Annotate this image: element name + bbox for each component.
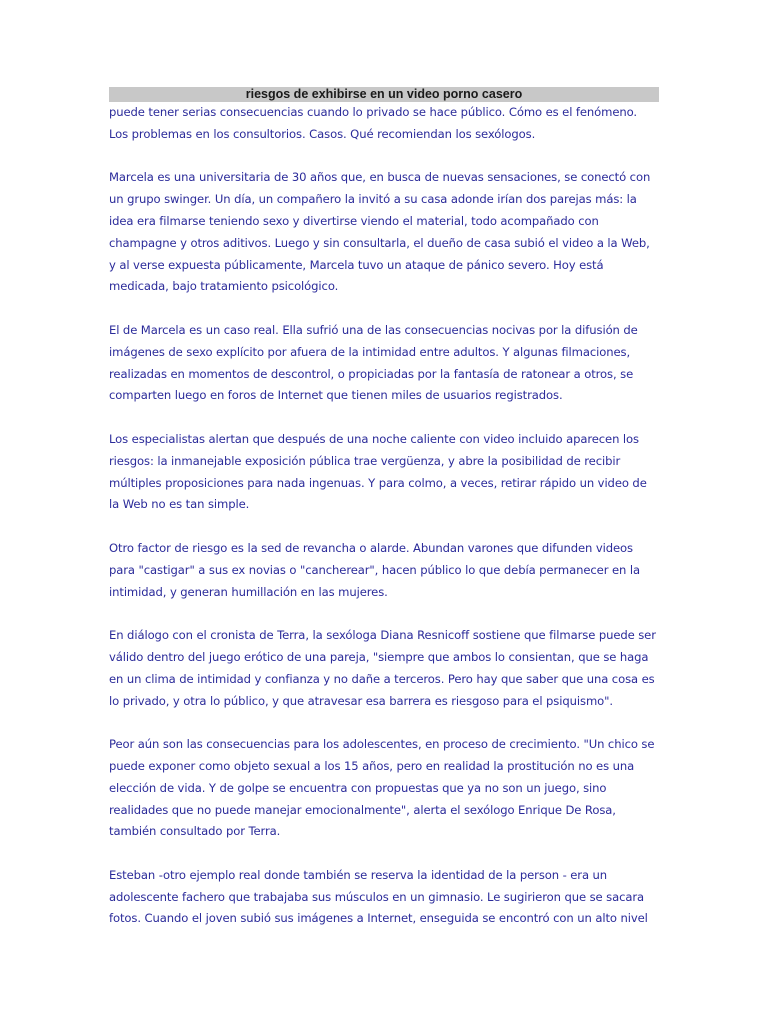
- paragraph-revenge: Otro factor de riesgo es la sed de revancha o alarde. Abundan varones que difunden videos para "castigar" a sus ex novias o "cancherear", hacen público lo que debía permanecer en la intimidad, y generan humillación en las mujeres.: [109, 540, 640, 599]
- paragraph-esteban: Esteban -otro ejemplo real donde también se reserva la identidad de la person - era un adolescente fachero que trabajaba sus músculos en un gimnasio. Le sugirieron que se sacara fotos. Cuando el joven subió sus imágenes a Internet, enseguida se encontró con un alto nivel: [109, 867, 648, 926]
- document-page: [109, 87, 659, 952]
- paragraph-adolescents: Peor aún son las consecuencias para los adolescentes, en proceso de crecimiento. "Un chico se puede exponer como objeto sexual a los 15 años, pero en realidad la prostitución no es una elección de vida. Y de golpe se encuentra con propuestas que ya no son un juego, sino realidades que no puede manejar emocionalmente", alerta el sexólogo Enrique De Rosa, también consultado por Terra.: [109, 737, 655, 839]
- paragraph-specialists: Los especialistas alertan que después de una noche caliente con video incluido aparecen los riesgos: la inmanejable exposición pública trae vergüenza, y abre la posibilidad de recibir múltiples proposiciones para nada ingenuas. Y para colmo, a veces, retirar rápido un video de la Web no es tan simple.: [109, 431, 647, 512]
- document-title: riesgos de exhibirse en un video porno casero: [109, 87, 659, 102]
- paragraph-real-case: El de Marcela es un caso real. Ella sufrió una de las consecuencias nocivas por la difusión de imágenes de sexo explícito por afuera de la intimidad entre adultos. Y algunas filmaciones, realizadas en momentos de descontrol, o propiciadas por la fantasía de ratonear a otros, se comparten luego en foros de Internet que tienen miles de usuarios registrados.: [109, 322, 638, 403]
- paragraph-marcela-case: Marcela es una universitaria de 30 años que, en busca de nuevas sensaciones, se conectó con un grupo swinger. Un día, un compañero la invitó a su casa adonde irían dos parejas más: la idea era filmarse teniendo sexo y divertirse viendo el material, todo acompañado con champagne y otros aditivos. Luego y sin consultarla, el dueño de casa subió el video a la Web, y al verse expuesta públicamente, Marcela tuvo un ataque de pánico severo. Hoy está medicada, bajo tratamiento psicológico.: [109, 170, 651, 294]
- document-body: [109, 102, 659, 930]
- paragraph-resnicoff: En diálogo con el cronista de Terra, la sexóloga Diana Resnicoff sostiene que filmarse puede ser válido dentro del juego erótico de una pareja, "siempre que ambos lo consientan, que se haga en un clima de intimidad y confianza y no dañe a terceros. Pero hay que saber que una cosa es lo privado, y otra lo público, y que atravesar esa barrera es riesgoso para el psiquismo".: [109, 628, 656, 708]
- paragraph-intro: puede tener serias consecuencias cuando lo privado se hace público. Cómo es el fenómeno. Los problemas en los consultorios. Casos. Qué recomiendan los sexólogos.: [109, 105, 638, 141]
